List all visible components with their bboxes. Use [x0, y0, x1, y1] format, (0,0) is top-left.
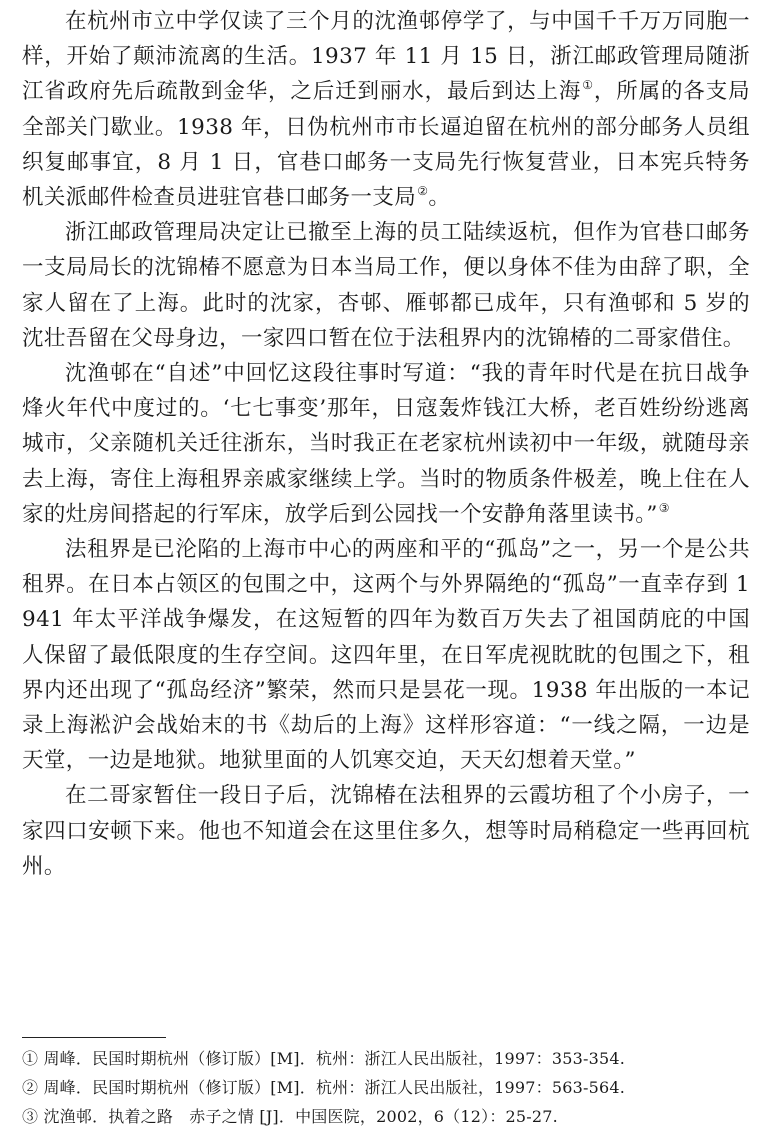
- paragraph-2-text: 浙江邮政管理局决定让已撤至上海的员工陆续返杭，但作为官巷口邮务一支局局长的沈锦椿不愿意为日本当局工作，便以身体不佳为由辞了职，全家人留在了上海。此时的沈家，杏邨、雁邨都已成年，只有渔邨和 5 岁的沈壮吾留在父母身边，一家四口暂在位于法租界内的沈锦椿的二哥家借住。: [22, 220, 750, 351]
- paragraph-1-text-b: ，所属的各支局全部关门歇业。1938 年，日伪杭州市市长逼迫留在杭州的部分邮务人员组织复邮事宜，8 月 1 日，官巷口邮务一支局先行恢复营业，日本宪兵特务机关派邮件检查员进驻官巷口邮务一支局: [22, 79, 750, 211]
- footnote-ref-2: ②: [417, 184, 429, 199]
- footnotes: [22, 1044, 762, 1131]
- footnote-ref-3: ③: [658, 500, 670, 515]
- footnote-3: ③ 沈渔邨．执着之路 赤子之情 [J]．中国医院，2002，6（12）：25-27.: [22, 1107, 558, 1126]
- paragraph-3-text: 沈渔邨在“自述”中回忆这段往事时写道：“我的青年时代是在抗日战争烽火年代中度过的。‘七七事变’那年，日寇轰炸钱江大桥，老百姓纷纷逃离城市，父亲随机关迁往浙东，当时我正在老家杭州读初中一年级，就随母亲去上海，寄住上海租界亲戚家继续上学。当时的物质条件极差，晚上住在人家的灶房间搭起的行军床，放学后到公园找一个安静角落里读书。”: [22, 361, 750, 527]
- paragraph-5: [22, 778, 750, 884]
- footnote-2: ② 周峰．民国时期杭州（修订版）[M]．杭州：浙江人民出版社，1997：563-564.: [22, 1078, 626, 1097]
- paragraph-1-text-a: 在杭州市立中学仅读了三个月的沈渔邨停学了，与中国千千万万同胞一样，开始了颠沛流离的生活。1937 年 11 月 15 日，浙江邮政管理局随浙江省政府先后疏散到金华，之后迁到丽水，最后到达上海: [22, 9, 750, 105]
- paragraph-2: [22, 215, 750, 356]
- body-text: [22, 4, 750, 884]
- paragraph-4-text: 法租界是已沦陷的上海市中心的两座和平的“孤岛”之一，另一个是公共租界。在日本占领区的包围之中，这两个与外界隔绝的“孤岛”一直幸存到 1941 年太平洋战争爆发，在这短暂的四年为数百万失去了祖国荫庇的中国人保留了最低限度的生存空间。这四年里，在日军虎视眈眈的包围之下，租界内还出现了“孤岛经济”繁荣，然而只是昙花一现。1938 年出版的一本记录上海淞沪会战始末的书《劫后的上海》这样形容道：“一线之隔，一边是天堂，一边是地狱。地狱里面的人饥寒交迫，天天幻想着天堂。”: [22, 537, 750, 774]
- paragraph-1-text-c: 。: [428, 185, 451, 211]
- footnote-separator: [22, 1037, 166, 1038]
- paragraph-4: [22, 532, 750, 778]
- paragraph-5-text: 在二哥家暂住一段日子后，沈锦椿在法租界的云霞坊租了个小房子，一家四口安顿下来。他也不知道会在这里住多久，想等时局稍稳定一些再回杭州。: [22, 783, 750, 879]
- paragraph-3: [22, 356, 750, 532]
- paragraph-1: [22, 4, 750, 215]
- footnote-ref-1: ①: [582, 78, 594, 93]
- footnote-1: ① 周峰．民国时期杭州（修订版）[M]．杭州：浙江人民出版社，1997：353-354.: [22, 1049, 626, 1068]
